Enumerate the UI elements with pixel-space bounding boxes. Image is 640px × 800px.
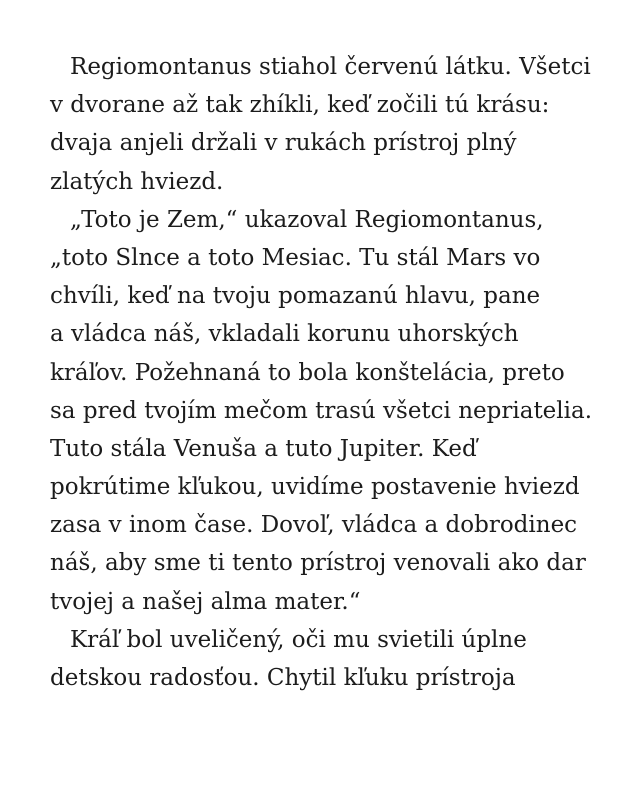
text-line: náš, aby sme ti tento prístroj venovali ako dar [50,550,586,577]
text-line: „Toto je Zem,“ ukazoval Regiomontanus, [70,206,544,233]
text-line: tvojej a našej alma mater.“ [50,588,361,615]
text-line: dvaja anjeli držali v rukách prístroj plný [50,130,517,157]
paragraph-2 [50,201,610,621]
text-line: detskou radosťou. Chytil kľuku prístroja [50,665,516,691]
text-line: „toto Slnce a toto Mesiac. Tu stál Mars vo [50,244,541,271]
text-line: Kráľ bol uveličený, oči mu svietili úplne [70,626,527,653]
text-line: chvíli, keď na tvoju pomazanú hlavu, pane [50,283,541,310]
text-line: zasa v inom čase. Dovoľ, vládca a dobrodinec [50,512,578,539]
paragraph-3 [50,621,610,697]
text-line: Tuto stála Venuša a tuto Jupiter. Keď [50,435,477,462]
text-line: Regiomontanus stiahol červenú látku. Všetci [70,54,591,80]
text-line: pokrútime kľukou, uvidíme postavenie hviezd [50,474,580,501]
text-line: zlatých hviezd. [50,168,224,195]
text-line: sa pred tvojím mečom trasú všetci nepriatelia. [50,397,593,424]
book-page [50,48,610,697]
text-line: a vládca náš, vkladali korunu uhorských [50,321,519,348]
text-line: kráľov. Požehnaná to bola konštelácia, preto [50,359,565,386]
text-line: v dvorane až tak zhíkli, keď zočili tú krásu: [50,92,550,119]
paragraph-1 [50,48,610,201]
